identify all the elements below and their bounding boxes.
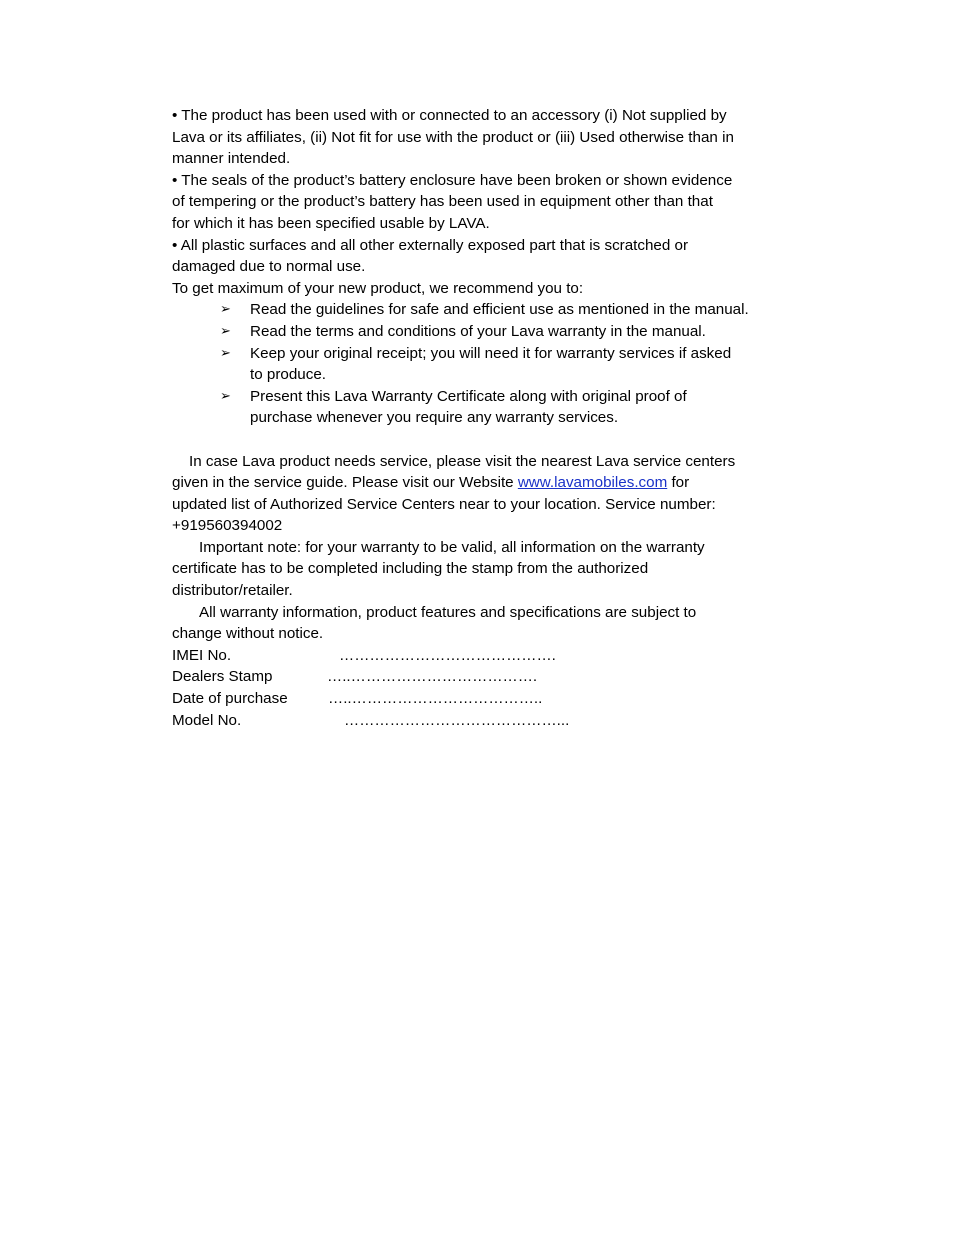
bullet-accessory bbox=[172, 105, 784, 170]
text-line: distributor/retailer. bbox=[172, 582, 293, 600]
field-imei bbox=[172, 645, 784, 667]
website-link[interactable]: www.lavamobiles.com bbox=[517, 474, 668, 492]
field-label: Dealers Stamp bbox=[172, 668, 273, 686]
service-number: +919560394002 bbox=[172, 517, 283, 535]
field-blank: …..………………………………. bbox=[327, 668, 538, 686]
text-line: All warranty information, product features and specifications are subject to bbox=[199, 603, 697, 621]
recommendation-text: purchase whenever you require any warranty services. bbox=[250, 409, 619, 427]
text-line: In case Lava product needs service, please visit the nearest Lava service centers bbox=[189, 452, 736, 470]
field-model-no bbox=[172, 710, 784, 732]
text-line: manner intended. bbox=[172, 150, 291, 168]
warranty-page bbox=[172, 105, 784, 731]
recommendation-list bbox=[172, 299, 784, 429]
text-line: Lava or its affiliates, (ii) Not fit for use with the product or (iii) Used otherwise than in bbox=[172, 128, 734, 146]
text-line: for which it has been specified usable by LAVA. bbox=[172, 214, 490, 232]
subject-to-change-note bbox=[172, 602, 784, 645]
field-blank: ……………………………………... bbox=[344, 711, 570, 729]
field-label: Date of purchase bbox=[172, 690, 288, 708]
recommendation-text: to produce. bbox=[250, 366, 326, 384]
recommendation-item bbox=[172, 386, 784, 429]
text-line bbox=[172, 472, 784, 494]
arrow-bullet-icon: ➢ bbox=[220, 302, 231, 318]
text-line: of tempering or the product’s battery has been used in equipment other than that bbox=[172, 193, 713, 211]
arrow-bullet-icon: ➢ bbox=[220, 323, 231, 339]
text-line: Important note: for your warranty to be valid, all information on the warranty bbox=[199, 538, 705, 556]
recommendation-text: Keep your original receipt; you will need it for warranty services if asked bbox=[250, 344, 732, 362]
field-label: IMEI No. bbox=[172, 646, 232, 664]
important-note bbox=[172, 537, 784, 602]
field-dealers-stamp bbox=[172, 666, 784, 688]
bullet-battery-seals bbox=[172, 170, 784, 235]
field-label: Model No. bbox=[172, 711, 242, 729]
text-line: certificate has to be completed including the stamp from the authorized bbox=[172, 560, 649, 578]
recommendation-text: Read the guidelines for safe and efficient use as mentioned in the manual. bbox=[250, 301, 749, 319]
text-line: • The seals of the product’s battery enclosure have been broken or shown evidence bbox=[172, 171, 733, 189]
service-text: for bbox=[667, 474, 690, 492]
bullet-plastic-surfaces bbox=[172, 235, 784, 278]
recommendation-item bbox=[172, 321, 784, 343]
recommendation-item bbox=[172, 299, 784, 321]
warranty-fields bbox=[172, 645, 784, 731]
field-date-of-purchase bbox=[172, 688, 784, 710]
arrow-bullet-icon: ➢ bbox=[220, 345, 231, 361]
field-blank: …..……………………………….. bbox=[328, 690, 543, 708]
text-line: updated list of Authorized Service Centers near to your location. Service number: bbox=[172, 495, 716, 513]
text-line: • The product has been used with or connected to an accessory (i) Not supplied by bbox=[172, 107, 727, 124]
service-paragraph bbox=[172, 451, 784, 537]
arrow-bullet-icon: ➢ bbox=[220, 388, 231, 404]
recommend-intro: To get maximum of your new product, we recommend you to: bbox=[172, 279, 584, 297]
service-text: given in the service guide. Please visit our Website bbox=[172, 474, 518, 492]
recommendation-text: Read the terms and conditions of your Lava warranty in the manual. bbox=[250, 322, 706, 340]
recommendation-text: Present this Lava Warranty Certificate along with original proof of bbox=[250, 387, 687, 405]
recommendation-item bbox=[172, 343, 784, 386]
text-line: damaged due to normal use. bbox=[172, 258, 366, 276]
field-blank: ……………………………………. bbox=[339, 646, 556, 664]
text-line: change without notice. bbox=[172, 625, 324, 643]
text-line: • All plastic surfaces and all other externally exposed part that is scratched or bbox=[172, 236, 689, 254]
spacer bbox=[172, 429, 784, 451]
